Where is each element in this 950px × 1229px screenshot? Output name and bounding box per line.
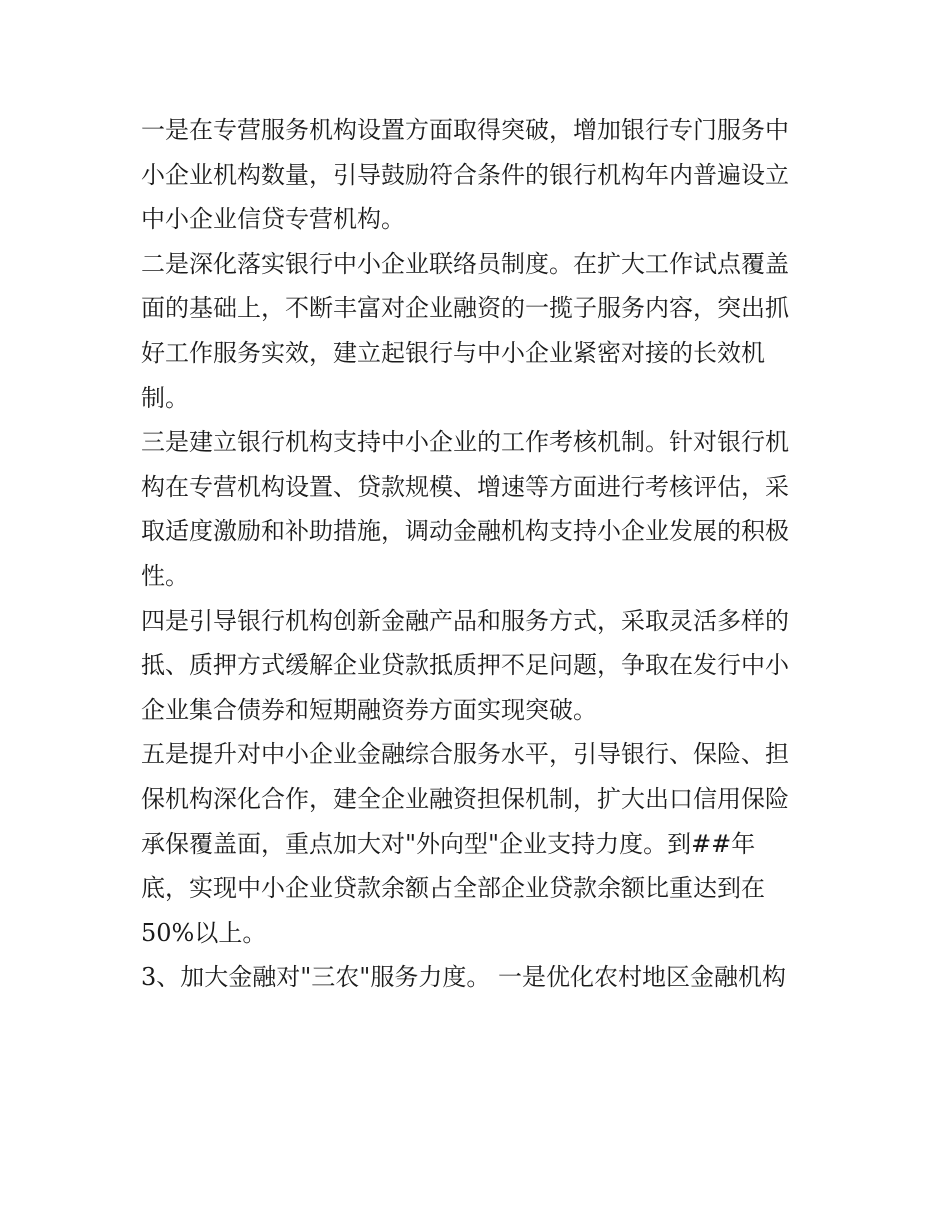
text-line: 3、加大金融对"三农"服务力度。 一是优化农村地区金融机构 <box>141 963 786 992</box>
text-line: 保机构深化合作，建全企业融资担保机制，扩大出口信用保险 <box>141 784 789 813</box>
text-line: 面的基础上，不断丰富对企业融资的一揽子服务内容，突出抓 <box>141 294 789 323</box>
text-line: 50%以上。 <box>141 918 267 947</box>
text-line: 性。 <box>141 561 189 590</box>
text-line: 底，实现中小企业贷款余额占全部企业贷款余额比重达到在 <box>141 874 765 903</box>
paragraph <box>141 108 821 242</box>
text-line: 三是建立银行机构支持中小企业的工作考核机制。针对银行机 <box>141 428 789 457</box>
text-line: 四是引导银行机构创新金融产品和服务方式，采取灵活多样的 <box>141 606 789 635</box>
paragraph <box>141 955 821 1000</box>
text-line: 制。 <box>141 383 189 412</box>
text-line: 构在专营机构设置、贷款规模、增速等方面进行考核评估，采 <box>141 472 789 501</box>
text-line: 一是在专营服务机构设置方面取得突破，增加银行专门服务中 <box>141 116 789 144</box>
text-line: 二是深化落实银行中小企业联络员制度。在扩大工作试点覆盖 <box>141 249 789 278</box>
paragraph <box>141 420 821 598</box>
text-line: 五是提升对中小企业金融综合服务水平，引导银行、保险、担 <box>141 740 789 769</box>
text-line: 抵、质押方式缓解企业贷款抵质押不足问题，争取在发行中小 <box>141 651 789 680</box>
text-line: 小企业机构数量，引导鼓励符合条件的银行机构年内普遍设立 <box>141 160 789 189</box>
text-line: 中小企业信贷专营机构。 <box>141 205 405 234</box>
paragraph <box>141 242 821 420</box>
paragraph <box>141 599 821 733</box>
text-line: 企业集合债券和短期融资券方面实现突破。 <box>141 695 597 724</box>
document-body <box>141 108 821 1000</box>
text-line: 承保覆盖面，重点加大对"外向型"企业支持力度。到##年 <box>141 829 756 858</box>
text-line: 好工作服务实效，建立起银行与中小企业紧密对接的长效机 <box>141 338 765 367</box>
text-line: 取适度激励和补助措施，调动金融机构支持小企业发展的积极 <box>141 517 789 546</box>
paragraph <box>141 732 821 955</box>
